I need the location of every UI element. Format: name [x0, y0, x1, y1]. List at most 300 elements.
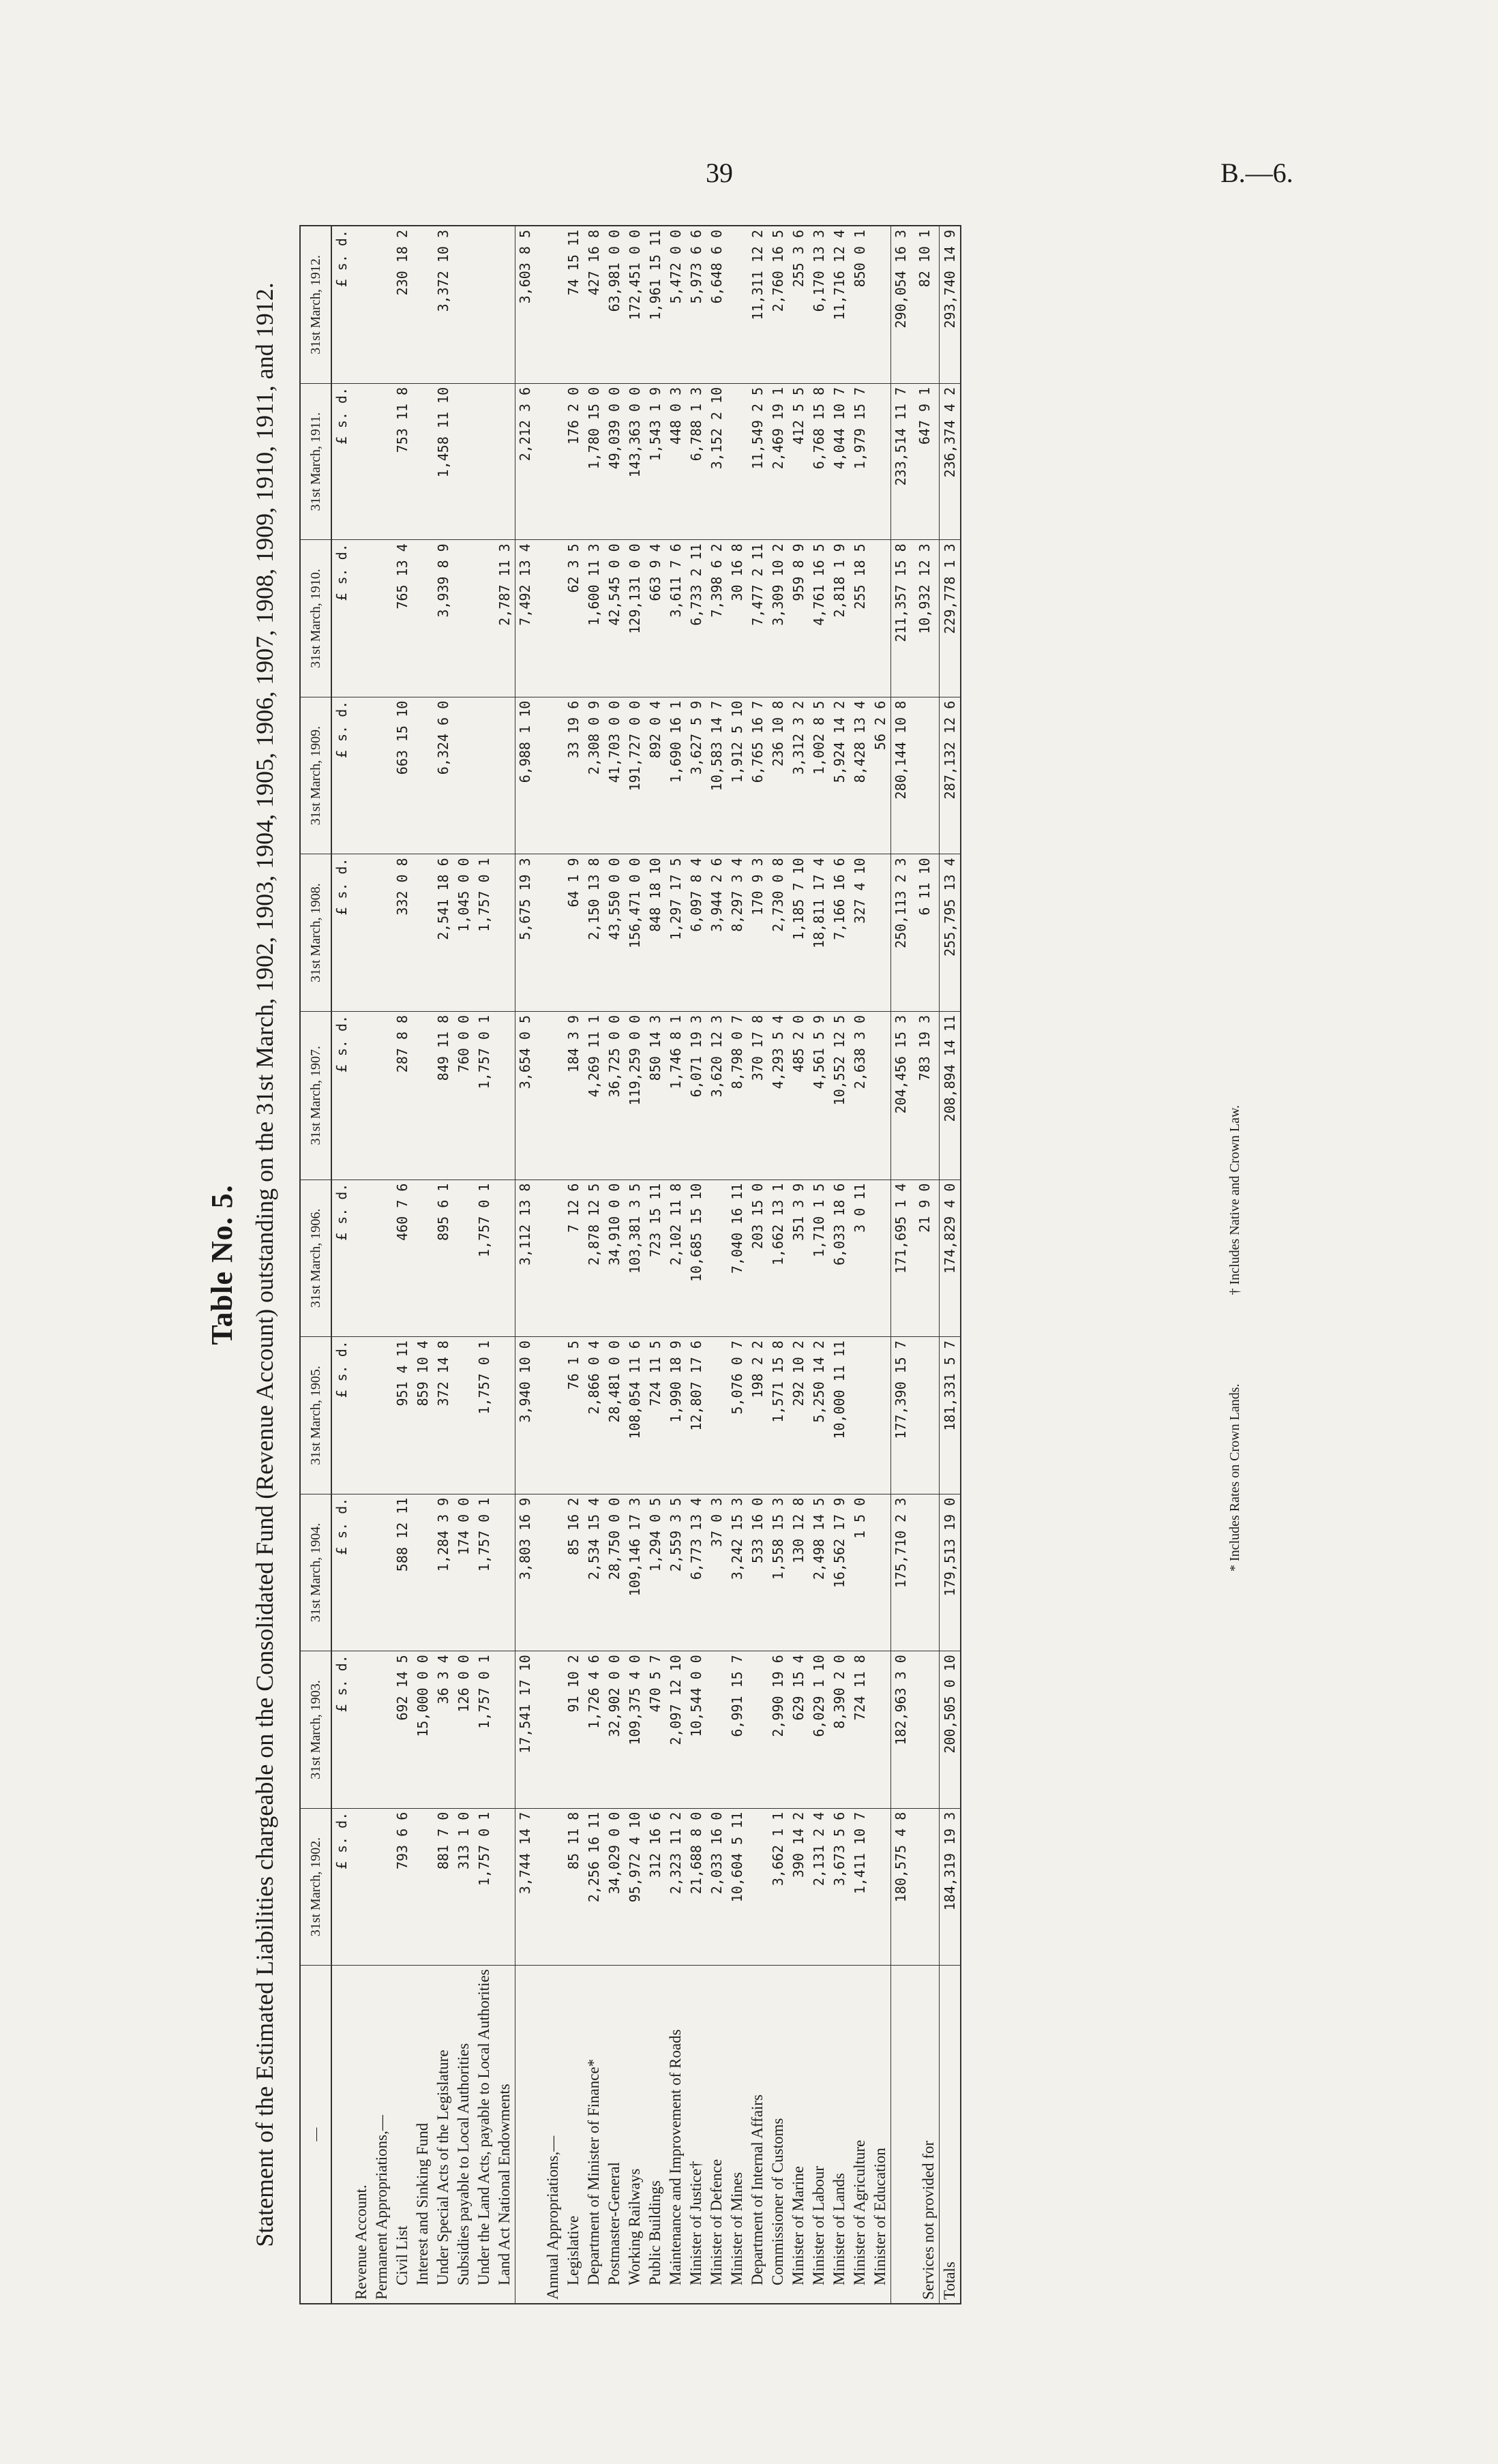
row-label: Public Buildings	[645, 1966, 665, 2304]
value-cell: 2,102 11 8	[665, 1180, 686, 1337]
value-cell: 2,760 16 5	[768, 226, 788, 383]
value-cell: 859 10 4	[413, 1337, 433, 1494]
table-row	[645, 226, 665, 2304]
value-cell: 56 2 6	[870, 697, 891, 854]
column-header: 31st March, 1910.	[300, 540, 331, 697]
value-cell: 5,924 14 2	[829, 697, 850, 854]
value-cell: 3,309 10 2	[768, 540, 788, 697]
value-cell	[474, 540, 494, 697]
value-cell: 2,787 11 3	[494, 540, 515, 697]
table-row	[891, 226, 911, 2304]
value-cell: 63,981 0 0	[604, 226, 625, 383]
column-header: 31st March, 1911.	[300, 383, 331, 539]
value-cell: 312 16 6	[645, 1808, 665, 1966]
value-cell: 203 15 0	[747, 1180, 768, 1337]
value-cell: 236,374 4 2	[940, 383, 961, 539]
units-cell: £ s. d.	[331, 1494, 351, 1651]
value-cell	[910, 1651, 940, 1809]
value-cell: 43,550 0 0	[604, 854, 625, 1012]
value-cell: 2,638 3 0	[850, 1011, 870, 1180]
table-row	[604, 226, 625, 2304]
value-cell	[535, 697, 563, 854]
row-label	[515, 1966, 535, 2304]
value-cell	[413, 226, 433, 383]
row-label: Minister of Education	[870, 1966, 891, 2304]
value-cell	[870, 854, 891, 1012]
value-cell: 17,541 17 10	[515, 1651, 535, 1809]
table-row	[809, 226, 829, 2304]
value-cell	[535, 1494, 563, 1651]
value-cell: 370 17 8	[747, 1011, 768, 1180]
value-cell: 850 0 1	[850, 226, 870, 383]
value-cell: 6,324 6 0	[433, 697, 453, 854]
value-cell: 3,112 13 8	[515, 1180, 535, 1337]
value-cell: 3,603 8 5	[515, 226, 535, 383]
value-cell	[453, 1337, 474, 1494]
row-label: Annual Appropriations,—	[535, 1966, 563, 2304]
value-cell	[372, 1808, 392, 1966]
value-cell: 1,990 18 9	[665, 1337, 686, 1494]
value-cell	[494, 1494, 515, 1651]
value-cell	[372, 854, 392, 1012]
header-blank: —	[300, 1966, 331, 2304]
value-cell: 2,131 2 4	[809, 1808, 829, 1966]
value-cell: 41,703 0 0	[604, 697, 625, 854]
value-cell	[494, 1180, 515, 1337]
value-cell	[727, 383, 747, 539]
value-cell: 103,381 3 5	[625, 1180, 645, 1337]
value-cell: 182,963 3 0	[891, 1651, 911, 1809]
value-cell: 3,654 0 5	[515, 1011, 535, 1180]
value-cell	[535, 1337, 563, 1494]
value-cell	[372, 1011, 392, 1180]
value-cell	[910, 1494, 940, 1651]
value-cell: 255,795 13 4	[940, 854, 961, 1012]
value-cell: 1,757 0 1	[474, 1011, 494, 1180]
value-cell: 372 14 8	[433, 1337, 453, 1494]
table-row	[747, 226, 768, 2304]
value-cell: 895 6 1	[433, 1180, 453, 1337]
value-cell: 1,710 1 5	[809, 1180, 829, 1337]
value-cell: 34,910 0 0	[604, 1180, 625, 1337]
value-cell: 959 8 9	[788, 540, 809, 697]
value-cell	[413, 1494, 433, 1651]
value-cell	[494, 1808, 515, 1966]
units-label-cell	[331, 1966, 351, 2304]
value-cell: 129,131 0 0	[625, 540, 645, 697]
units-cell: £ s. d.	[331, 226, 351, 383]
value-cell: 5,973 6 6	[686, 226, 706, 383]
value-cell	[706, 1180, 727, 1337]
value-cell	[535, 383, 563, 539]
value-cell: 64 1 9	[563, 854, 584, 1012]
footnote-finance: * Includes Rates on Crown Lands.	[1227, 1383, 1242, 1572]
value-cell: 11,549 2 5	[747, 383, 768, 539]
value-cell: 292 10 2	[788, 1337, 809, 1494]
table-row	[625, 226, 645, 2304]
value-cell: 1,746 8 1	[665, 1011, 686, 1180]
table-row	[535, 226, 563, 2304]
value-cell	[413, 540, 433, 697]
table-row	[494, 226, 515, 2304]
value-cell: 18,811 17 4	[809, 854, 829, 1012]
row-label: Revenue Account.	[351, 1966, 372, 2304]
value-cell: 36 3 4	[433, 1651, 453, 1809]
value-cell: 1,662 13 1	[768, 1180, 788, 1337]
value-cell: 892 0 4	[645, 697, 665, 854]
value-cell: 184 3 9	[563, 1011, 584, 1180]
value-cell: 2,308 0 9	[584, 697, 604, 854]
value-cell	[351, 226, 372, 383]
value-cell	[372, 540, 392, 697]
value-cell: 848 18 10	[645, 854, 665, 1012]
value-cell	[910, 1337, 940, 1494]
value-cell: 130 12 8	[788, 1494, 809, 1651]
row-label: Land Act National Endowments	[494, 1966, 515, 2304]
value-cell	[351, 854, 372, 1012]
value-cell	[453, 697, 474, 854]
value-cell: 10,685 15 10	[686, 1180, 706, 1337]
value-cell: 692 14 5	[392, 1651, 413, 1809]
value-cell	[870, 1808, 891, 1966]
table-row	[768, 226, 788, 2304]
value-cell	[870, 226, 891, 383]
value-cell: 119,259 0 0	[625, 1011, 645, 1180]
table-row	[910, 226, 940, 2304]
value-cell: 3,662 1 1	[768, 1808, 788, 1966]
column-header: 31st March, 1907.	[300, 1011, 331, 1180]
value-cell: 34,029 0 0	[604, 1808, 625, 1966]
value-cell: 533 16 0	[747, 1494, 768, 1651]
value-cell: 3,944 2 6	[706, 854, 727, 1012]
value-cell	[494, 1011, 515, 1180]
row-label: Totals	[940, 1966, 961, 2304]
row-label: Department of Internal Affairs	[747, 1966, 768, 2304]
column-header: 31st March, 1903.	[300, 1651, 331, 1809]
value-cell: 6 11 10	[910, 854, 940, 1012]
table-title: Statement of the Estimated Liabilities chargeable on the Consolidated Fund (Revenue Account) outstanding on the 31st March, 1902, 1903, 1904, 1905, 1906, 1907, 1908, 1909, 1910, 1911, and 1912.	[251, 282, 278, 2247]
units-cell: £ s. d.	[331, 697, 351, 854]
value-cell: 6,768 15 8	[809, 383, 829, 539]
units-row	[331, 226, 351, 2304]
value-cell: 76 1 5	[563, 1337, 584, 1494]
value-cell: 198 2 2	[747, 1337, 768, 1494]
value-cell: 4,044 10 7	[829, 383, 850, 539]
value-cell: 180,575 4 8	[891, 1808, 911, 1966]
value-cell: 460 7 6	[392, 1180, 413, 1337]
column-header: 31st March, 1904.	[300, 1494, 331, 1651]
value-cell: 1,284 3 9	[433, 1494, 453, 1651]
value-cell: 2,150 13 8	[584, 854, 604, 1012]
value-cell: 3,312 3 2	[788, 697, 809, 854]
table-heading	[205, 225, 280, 2304]
value-cell	[747, 1808, 768, 1966]
value-cell: 4,269 11 1	[584, 1011, 604, 1180]
value-cell: 85 16 2	[563, 1494, 584, 1651]
value-cell: 427 16 8	[584, 226, 604, 383]
page-number: 39	[706, 157, 733, 188]
row-label: Working Railways	[625, 1966, 645, 2304]
row-label: Under Special Acts of the Legislature	[433, 1966, 453, 2304]
value-cell	[372, 1494, 392, 1651]
units-cell: £ s. d.	[331, 383, 351, 539]
value-cell: 793 6 6	[392, 1808, 413, 1966]
value-cell: 2,730 0 8	[768, 854, 788, 1012]
value-cell: 287 8 8	[392, 1011, 413, 1180]
value-cell	[494, 383, 515, 539]
value-cell: 2,866 0 4	[584, 1337, 604, 1494]
page-reference: B.—6.	[1220, 157, 1293, 188]
value-cell: 6,765 16 7	[747, 697, 768, 854]
value-cell	[351, 1494, 372, 1651]
value-cell	[474, 226, 494, 383]
value-cell: 95,972 4 10	[625, 1808, 645, 1966]
column-header: 31st March, 1905.	[300, 1337, 331, 1494]
value-cell: 2,541 18 6	[433, 854, 453, 1012]
value-cell: 6,988 1 10	[515, 697, 535, 854]
value-cell: 1,002 8 5	[809, 697, 829, 854]
value-cell: 36,725 0 0	[604, 1011, 625, 1180]
units-cell: £ s. d.	[331, 854, 351, 1012]
value-cell: 8,390 2 0	[829, 1651, 850, 1809]
value-cell	[494, 1651, 515, 1809]
value-cell: 179,513 19 0	[940, 1494, 961, 1651]
row-label: Minister of Agriculture	[850, 1966, 870, 2304]
value-cell	[870, 1651, 891, 1809]
table-row	[351, 226, 372, 2304]
value-cell: 126 0 0	[453, 1651, 474, 1809]
value-cell	[494, 854, 515, 1012]
value-cell: 7,398 6 2	[706, 540, 727, 697]
row-label: Interest and Sinking Fund	[413, 1966, 433, 2304]
value-cell: 3,620 12 3	[706, 1011, 727, 1180]
value-cell	[870, 1494, 891, 1651]
value-cell: 82 10 1	[910, 226, 940, 383]
value-cell	[351, 1180, 372, 1337]
value-cell: 1,600 11 3	[584, 540, 604, 697]
value-cell	[372, 1180, 392, 1337]
value-cell: 5,675 19 3	[515, 854, 535, 1012]
table-row	[940, 226, 961, 2304]
value-cell: 211,357 15 8	[891, 540, 911, 697]
value-cell	[494, 226, 515, 383]
value-cell: 588 12 11	[392, 1494, 413, 1651]
value-cell: 647 9 1	[910, 383, 940, 539]
value-cell: 10,604 5 11	[727, 1808, 747, 1966]
value-cell	[351, 1011, 372, 1180]
value-cell: 170 9 3	[747, 854, 768, 1012]
value-cell	[494, 1337, 515, 1494]
value-cell: 849 11 8	[433, 1011, 453, 1180]
value-cell	[706, 1337, 727, 1494]
value-cell: 2,097 12 10	[665, 1651, 686, 1809]
row-label: Minister of Defence	[706, 1966, 727, 2304]
table-row	[474, 226, 494, 2304]
value-cell	[910, 697, 940, 854]
value-cell	[870, 1180, 891, 1337]
value-cell: 3,242 15 3	[727, 1494, 747, 1651]
value-cell	[453, 226, 474, 383]
value-cell: 3 0 11	[850, 1180, 870, 1337]
value-cell: 663 15 10	[392, 697, 413, 854]
value-cell: 2,534 15 4	[584, 1494, 604, 1651]
value-cell: 3,940 10 0	[515, 1337, 535, 1494]
value-cell: 3,152 2 10	[706, 383, 727, 539]
row-label: Minister of Mines	[727, 1966, 747, 2304]
row-label: Minister of Marine	[788, 1966, 809, 2304]
value-cell: 724 11 5	[645, 1337, 665, 1494]
table-body	[331, 226, 961, 2304]
value-cell: 6,733 2 11	[686, 540, 706, 697]
value-cell: 10,552 12 5	[829, 1011, 850, 1180]
column-header: 31st March, 1902.	[300, 1808, 331, 1966]
value-cell: 1,294 0 5	[645, 1494, 665, 1651]
value-cell: 4,293 5 4	[768, 1011, 788, 1180]
table-row	[870, 226, 891, 2304]
value-cell	[870, 1011, 891, 1180]
value-cell: 3,611 7 6	[665, 540, 686, 697]
row-label: Maintenance and Improvement of Roads	[665, 1966, 686, 2304]
value-cell: 204,456 15 3	[891, 1011, 911, 1180]
value-cell: 191,727 0 0	[625, 697, 645, 854]
value-cell	[474, 697, 494, 854]
table-row	[686, 226, 706, 2304]
value-cell: 10,544 0 0	[686, 1651, 706, 1809]
value-cell: 143,363 0 0	[625, 383, 645, 539]
value-cell: 174 0 0	[453, 1494, 474, 1651]
value-cell: 1,757 0 1	[474, 1337, 494, 1494]
value-cell: 175,710 2 3	[891, 1494, 911, 1651]
value-cell	[870, 540, 891, 697]
table-row	[515, 226, 535, 2304]
value-cell: 2,256 16 11	[584, 1808, 604, 1966]
value-cell	[535, 226, 563, 383]
column-header: 31st March, 1912.	[300, 226, 331, 383]
value-cell: 1,757 0 1	[474, 1651, 494, 1809]
value-cell: 6,097 8 4	[686, 854, 706, 1012]
value-cell	[351, 383, 372, 539]
value-cell: 32,902 0 0	[604, 1651, 625, 1809]
value-cell: 2,990 19 6	[768, 1651, 788, 1809]
value-cell: 2,818 1 9	[829, 540, 850, 697]
value-cell	[413, 1180, 433, 1337]
value-cell	[413, 1808, 433, 1966]
value-cell: 15,000 0 0	[413, 1651, 433, 1809]
value-cell: 287,132 12 6	[940, 697, 961, 854]
table-row	[665, 226, 686, 2304]
value-cell: 16,562 17 9	[829, 1494, 850, 1651]
value-cell: 6,648 6 0	[706, 226, 727, 383]
value-cell: 7,166 16 6	[829, 854, 850, 1012]
value-cell	[535, 1180, 563, 1337]
value-cell	[535, 1011, 563, 1180]
value-cell: 2,559 3 5	[665, 1494, 686, 1651]
value-cell: 6,029 1 10	[809, 1651, 829, 1809]
value-cell: 881 7 0	[433, 1808, 453, 1966]
value-cell: 1,690 16 1	[665, 697, 686, 854]
value-cell: 10,583 14 7	[706, 697, 727, 854]
value-cell: 21,688 8 0	[686, 1808, 706, 1966]
value-cell	[535, 540, 563, 697]
value-cell: 351 3 9	[788, 1180, 809, 1337]
table-row	[727, 226, 747, 2304]
value-cell: 3,803 16 9	[515, 1494, 535, 1651]
value-cell: 2,878 12 5	[584, 1180, 604, 1337]
value-cell: 850 14 3	[645, 1011, 665, 1180]
units-cell: £ s. d.	[331, 1808, 351, 1966]
value-cell: 6,170 13 3	[809, 226, 829, 383]
table-row	[372, 226, 392, 2304]
value-cell	[372, 1337, 392, 1494]
value-cell	[351, 540, 372, 697]
row-label: Subsidies payable to Local Authorities	[453, 1966, 474, 2304]
value-cell: 1,411 10 7	[850, 1808, 870, 1966]
value-cell: 11,311 12 2	[747, 226, 768, 383]
value-cell: 176 2 0	[563, 383, 584, 539]
value-cell: 6,991 15 7	[727, 1651, 747, 1809]
value-cell: 765 13 4	[392, 540, 413, 697]
table-row	[706, 226, 727, 2304]
value-cell	[351, 1337, 372, 1494]
value-cell: 1,571 15 8	[768, 1337, 788, 1494]
value-cell: 30 16 8	[727, 540, 747, 697]
value-cell: 1,757 0 1	[474, 1494, 494, 1651]
value-cell	[453, 1180, 474, 1337]
value-cell: 629 15 4	[788, 1651, 809, 1809]
value-cell: 21 9 0	[910, 1180, 940, 1337]
value-cell: 200,505 0 10	[940, 1651, 961, 1809]
value-cell: 327 4 10	[850, 854, 870, 1012]
value-cell	[351, 1651, 372, 1809]
value-cell: 448 0 3	[665, 383, 686, 539]
value-cell	[535, 1808, 563, 1966]
value-cell: 2,212 3 6	[515, 383, 535, 539]
table-number: Table No. 5.	[205, 1184, 239, 1345]
units-cell: £ s. d.	[331, 1337, 351, 1494]
value-cell	[413, 697, 433, 854]
value-cell: 412 5 5	[788, 383, 809, 539]
value-cell: 3,627 5 9	[686, 697, 706, 854]
value-cell: 171,695 1 4	[891, 1180, 911, 1337]
value-cell: 177,390 15 7	[891, 1337, 911, 1494]
row-label	[891, 1966, 911, 2304]
value-cell	[351, 697, 372, 854]
value-cell: 1,045 0 0	[453, 854, 474, 1012]
table-row	[829, 226, 850, 2304]
value-cell	[474, 383, 494, 539]
value-cell: 62 3 5	[563, 540, 584, 697]
table-row	[788, 226, 809, 2304]
value-cell: 390 14 2	[788, 1808, 809, 1966]
value-cell: 332 0 8	[392, 854, 413, 1012]
value-cell: 1,961 15 11	[645, 226, 665, 383]
row-label: Minister of Lands	[829, 1966, 850, 2304]
value-cell: 7,492 13 4	[515, 540, 535, 697]
units-cell: £ s. d.	[331, 1651, 351, 1809]
row-label: Civil List	[392, 1966, 413, 2304]
value-cell: 255 3 6	[788, 226, 809, 383]
value-cell: 6,788 1 3	[686, 383, 706, 539]
value-cell: 951 4 11	[392, 1337, 413, 1494]
value-cell: 4,761 16 5	[809, 540, 829, 697]
value-cell	[910, 1808, 940, 1966]
value-cell	[372, 383, 392, 539]
units-cell: £ s. d.	[331, 540, 351, 697]
value-cell: 28,481 0 0	[604, 1337, 625, 1494]
value-cell: 1,780 15 0	[584, 383, 604, 539]
value-cell: 230 18 2	[392, 226, 413, 383]
value-cell: 1,757 0 1	[474, 1180, 494, 1337]
